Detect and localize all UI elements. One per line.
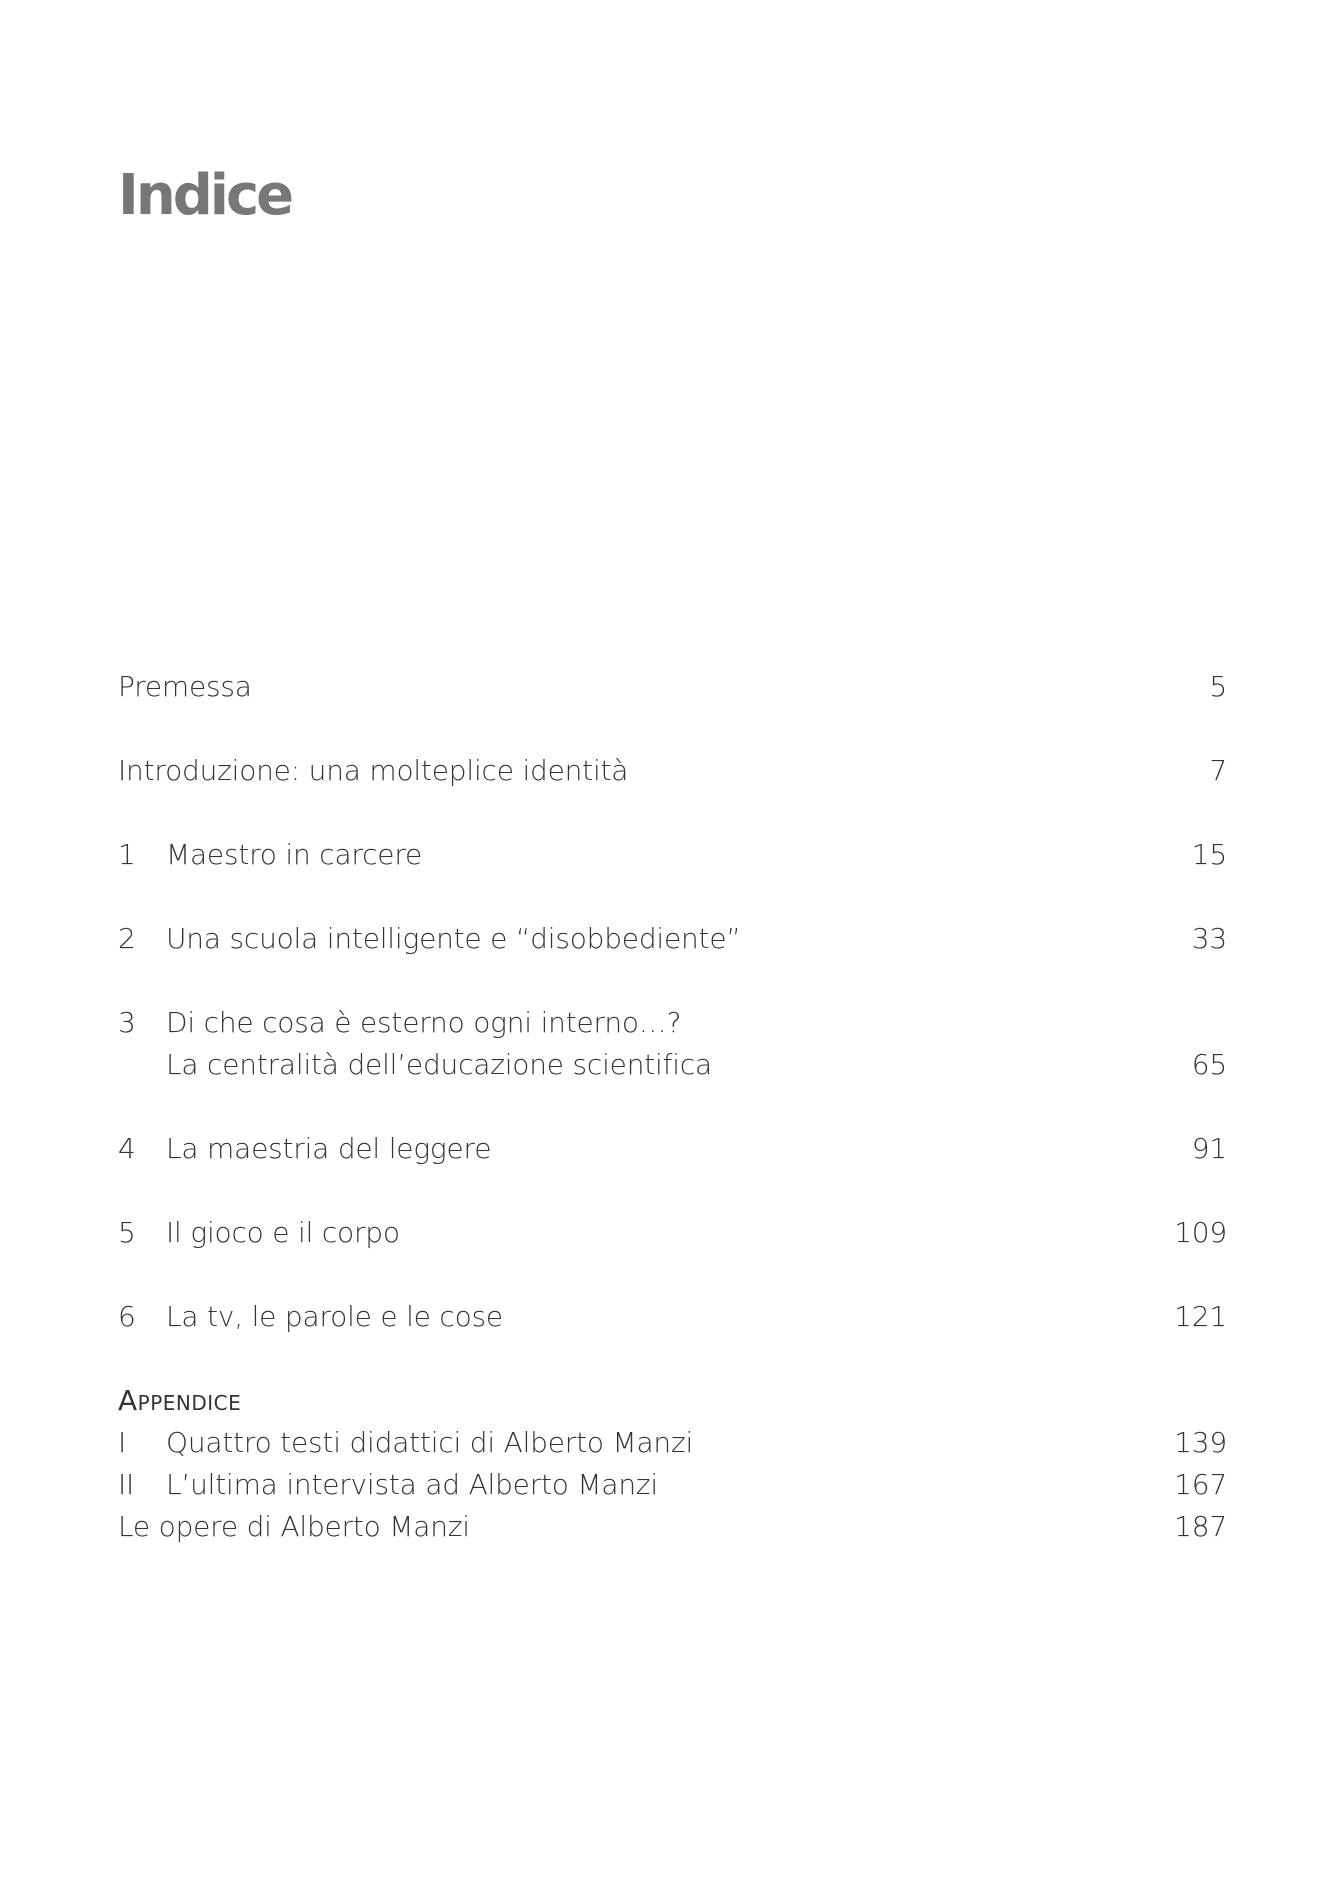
toc-entry-chapter-1 <box>118 834 1227 876</box>
toc-entry-page: 167 <box>1174 1468 1227 1501</box>
toc-entry-page: 15 <box>1191 838 1227 871</box>
toc-entry-opere <box>118 1506 1227 1548</box>
toc-entry-number: 3 <box>118 1006 136 1039</box>
toc-entry-title: Maestro in carcere <box>166 838 423 871</box>
toc-entry-chapter-2 <box>118 918 1227 960</box>
toc-entry-chapter-3 <box>118 1002 1227 1086</box>
toc-entry-page: 65 <box>1191 1048 1227 1081</box>
toc-entry-chapter-5 <box>118 1212 1227 1254</box>
toc-entry-premessa <box>118 666 1227 708</box>
toc-entry-number: 1 <box>118 838 136 871</box>
toc-entry-title: Quattro testi didattici di Alberto Manzi <box>166 1426 694 1459</box>
toc-entry-number: 5 <box>118 1216 136 1249</box>
toc-entry-page: 33 <box>1191 922 1227 955</box>
toc-entry-page: 139 <box>1174 1426 1227 1459</box>
toc-entry-page: 121 <box>1174 1300 1227 1333</box>
toc-entry-appendix-1 <box>118 1422 1227 1464</box>
toc-entry-title: Introduzione: una molteplice identità <box>118 754 629 787</box>
toc-entry-page: 187 <box>1174 1510 1227 1543</box>
toc-entry-title: La maestria del leggere <box>166 1132 492 1165</box>
toc-entry-number: 4 <box>118 1132 136 1165</box>
toc-entry-page: 109 <box>1174 1216 1227 1249</box>
table-of-contents <box>118 0 1227 1890</box>
toc-entry-title: Di che cosa è esterno ogni interno…? <box>166 1006 682 1039</box>
toc-entry-chapter-4 <box>118 1128 1227 1170</box>
toc-entry-chapter-6 <box>118 1296 1227 1338</box>
toc-entry-title: L’ultima intervista ad Alberto Manzi <box>166 1468 658 1501</box>
toc-entry-title: Le opere di Alberto Manzi <box>118 1510 470 1543</box>
toc-entry-page: 91 <box>1191 1132 1227 1165</box>
toc-entry-page: 7 <box>1209 754 1227 787</box>
toc-entry-title: Il gioco e il corpo <box>166 1216 400 1249</box>
toc-entry-number: I <box>118 1426 127 1459</box>
toc-entry-number: II <box>118 1468 135 1501</box>
toc-entry-number: 6 <box>118 1300 136 1333</box>
toc-entry-title: Una scuola intelligente e “disobbediente” <box>166 922 741 955</box>
toc-entry-subtitle: La centralità dell’educazione scientifica <box>166 1048 712 1081</box>
toc-entry-page: 5 <box>1209 670 1227 703</box>
toc-entry-appendix-2 <box>118 1464 1227 1506</box>
page-title: Indice <box>118 163 292 228</box>
toc-entry-number: 2 <box>118 922 136 955</box>
toc-entry-title: Premessa <box>118 670 252 703</box>
toc-entry-title: La tv, le parole e le cose <box>166 1300 503 1333</box>
toc-entry-introduzione <box>118 750 1227 792</box>
appendix-heading: Appendice <box>118 1384 242 1417</box>
